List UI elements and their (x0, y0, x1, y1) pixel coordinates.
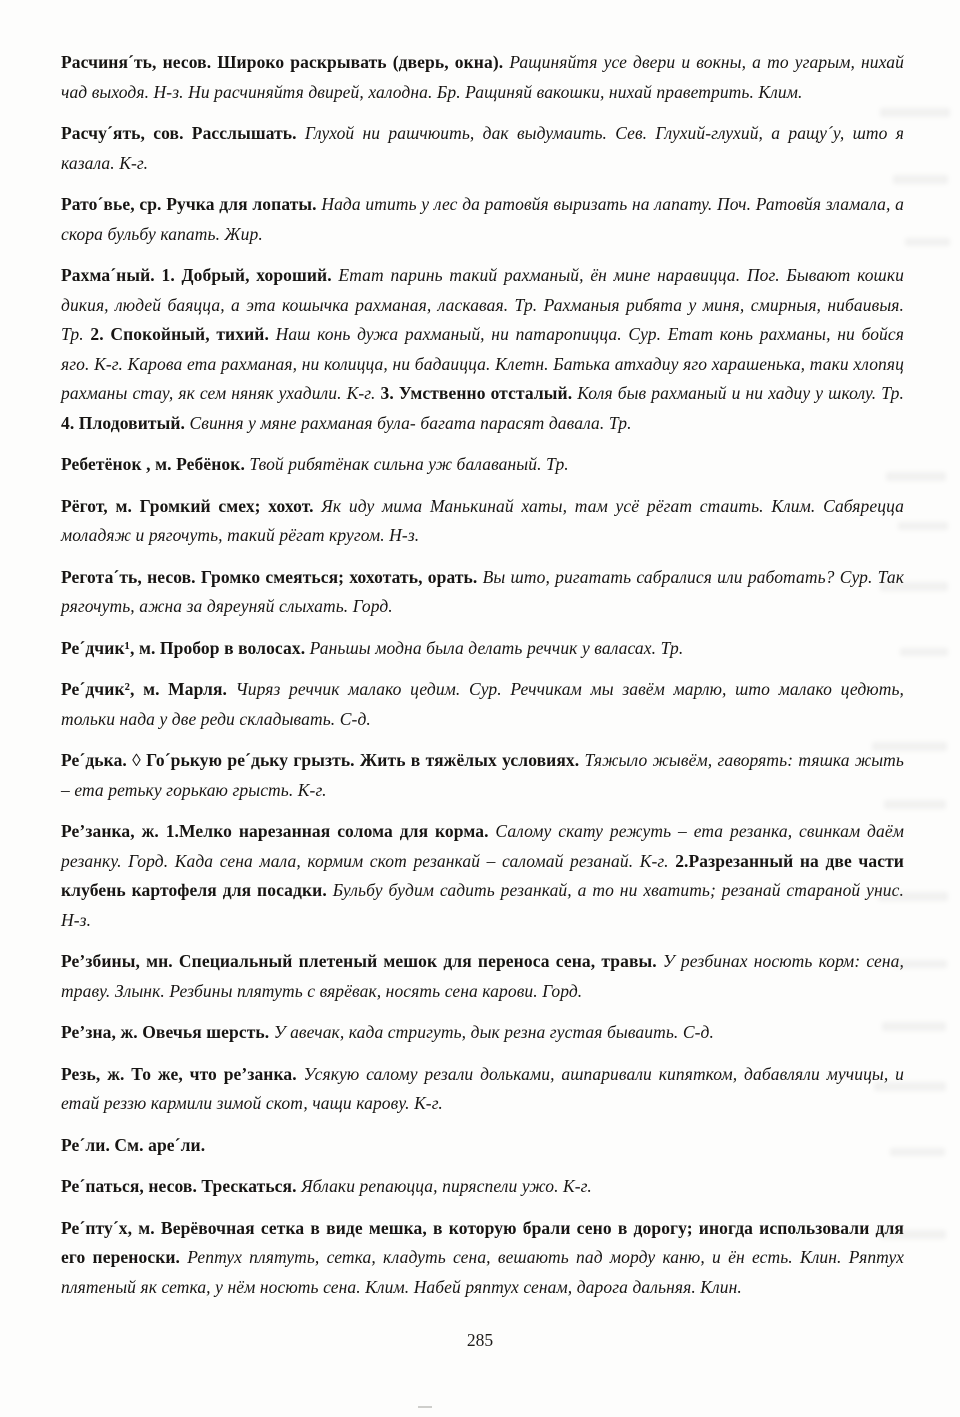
entry-usage-example: Рептух плятуть, сетка, кладуть сена, вешають пад морду каню, и ён есть. Клин. Ряптух плятеный як сетка, у нём носють сена. Клим. Набей ряптух сенам, дарога дальняя. Клин. (61, 1247, 904, 1297)
entry-headword-definition: Регота´ть, несов. Громко смеяться; хохотать, орать. (61, 566, 483, 587)
entry-usage-example: У авечак, када стригуть, дык резна густая бываить. С-д. (273, 1022, 714, 1042)
entry-usage-example: Глухой ни рашчюить, дак выдумаить. Сев. Глухий-глухий, а ращу´у, што я казала. К-г. (61, 123, 904, 173)
dictionary-entry (61, 450, 904, 480)
entry-headword-definition: Ре´дька. ◊ Го´рькую ре´дьку грызть. Жить в тяжёлых условиях. (61, 750, 585, 770)
entry-usage-example: Чиряз реччик малако цедим. Сур. Реччикам мы завём марлю, што малако цедють, тольки нада у две реди складывать. С-д. (61, 679, 904, 729)
entry-headword-definition: Ре´паться, несов. Трескаться. (61, 1176, 302, 1196)
bleed-through-line (898, 522, 948, 530)
scan-artifact (418, 1406, 432, 1408)
entry-usage-example: Свиння у мяне рахманая була- багата парасят давала. Тр. (189, 412, 632, 433)
entry-usage-example: Усякую салому резали дольками, ашпаривали кипятком, дабавляли мучицы, и етай реззю кармили зимой скот, чащи карову. К-г. (61, 1063, 904, 1113)
dictionary-entry (61, 119, 904, 178)
entry-headword-definition: Расчу´ять, сов. Расслышать. (61, 123, 305, 143)
entry-headword-definition: 4. Плодовитый. (61, 412, 190, 433)
entry-usage-example: Салому скату режуть – ета резанка, свинкам даём резанку. Горд. Када сена мала, кормим скот резанкай – саломай резанай. К-г. (61, 821, 904, 871)
bleed-through-line (905, 238, 950, 246)
entry-usage-example: Як иду мима Манькинай хаты, там усё рёгат стаить. Клим. Сабярецца моладяж и рягочуть, такий рёгат кругом. Н-з. (61, 495, 904, 545)
dictionary-entry (61, 634, 904, 664)
dictionary-entry (61, 1060, 904, 1119)
entry-usage-example: Вы што, ригатать сабралися или работать? Сур. Так рягочуть, ажна за дяреуняй слыхать. Горд. (61, 566, 904, 616)
entry-usage-example: Ращиняйтя усе двери и вокны, а то угарым, нихай чад выходя. Н-з. Ни расчиняйтя двирей, халодна. Бр. Ращиняй вакошки, нихай праветрить. Клим. (61, 52, 904, 102)
dictionary-entry (61, 492, 904, 551)
entry-usage-example: Яблаки репаюцца, пиряспели ужо. К-г. (301, 1176, 592, 1196)
entry-headword-definition: Ре’зна, ж. Овечья шерсть. (61, 1022, 274, 1042)
entry-usage-example: Бульбу будим садить резанкай, а то ни хватить; резанай стараной унис. Н-з. (61, 880, 904, 930)
entry-usage-example: Твой рибятёнак сильна уж балаваный. Тр. (249, 454, 569, 474)
entry-headword-definition: Рахма´ный. 1. Добрый, хороший. (61, 265, 339, 285)
entry-usage-example: Раньшы модна была делать реччик у валасах. Тр. (309, 637, 684, 658)
dictionary-entry (61, 48, 904, 107)
entry-headword-definition: Рёгот, м. Громкий смех; хохот. (61, 495, 322, 516)
dictionary-entry (61, 261, 904, 438)
entry-usage-example: Нада итить у лес да ратовйя выризать на лапату. Поч. Ратовйя зламала, а скора бульбу капать. Жир. (61, 194, 904, 244)
entry-headword-definition: Рато´вье, ср. Ручка для лопаты. (61, 194, 322, 214)
entry-headword-definition: Расчиня´ть, несов. Широко раскрывать (дверь, окна). (61, 52, 510, 72)
dictionary-entry (61, 746, 904, 805)
dictionary-entry (61, 675, 904, 734)
entry-headword-definition: Резь, ж. То же, что ре’занка. (61, 1063, 304, 1084)
entry-usage-example: У резбинах носють корм: сена, траву. Злынк. Резбины плятуть с вярёвак, носять сена карови. Горд. (61, 951, 905, 1001)
entry-headword-definition: Ре’занка, ж. 1.Мелко нарезанная солома для корма. (61, 821, 496, 841)
entry-headword-definition: Ре´ли. См. аре´ли. (61, 1134, 206, 1155)
bleed-through-line (900, 648, 948, 656)
entry-usage-example: Коля быв рахманый и ни хадиу у школу. Тр. (577, 383, 904, 403)
entry-headword-definition: 3. Умственно отсталый. (380, 383, 578, 403)
entry-headword-definition: Ре’збины, мн. Специальный плетеный мешок для переноса сена, травы. (61, 951, 663, 971)
entry-headword-definition: 2. Спокойный, тихий. (90, 324, 276, 344)
page-number: 285 (466, 1330, 494, 1350)
entry-headword-definition: 2.Разрезанный на две части клубень картофеля для посадки. (61, 850, 904, 900)
entry-usage-example: Етат паринь такий рахманый, ён мине наравицца. Пог. Бывают кошки дикия, людей баяцца, а эта кошычка рахманая, ласкавая. Тр. Рахманыя рибята у миня, смирныя, нибаивыя. Тр. (61, 265, 904, 344)
entry-headword-definition: Ре´пту´х, м. Верёвочная сетка в виде мешка, в которую брали сено в дорогу; иногда использовали для его переноски. (61, 1217, 904, 1267)
dictionary-entries (61, 48, 904, 1314)
dictionary-entry (61, 563, 904, 622)
dictionary-entry (61, 190, 904, 249)
dictionary-entry (61, 1214, 904, 1303)
entry-headword-definition: Ре´дчик¹, м. Пробор в волосах. (61, 637, 310, 658)
entry-headword-definition: Ребетёнок , м. Ребёнок. (61, 454, 250, 474)
entry-usage-example: Тяжыло жывём, гаворять: тяшка жыть – ета ретьку горькаю грысть. К-г. (61, 750, 904, 800)
dictionary-entry (61, 947, 904, 1006)
dictionary-entry (61, 1131, 904, 1161)
dictionary-entry (61, 1018, 904, 1048)
dictionary-entry (61, 817, 904, 935)
entry-headword-definition: Ре´дчик², м. Марля. (61, 679, 236, 699)
entry-usage-example: Наш конь дужа рахманый, ни патаропицца. Сур. Етат конь рахманы, ни бойся яго. К-г. Карова ета рахманая, ни колицца, ни бадаицца. Клетн. Батька атхадиу яго харашенька, таки хлопяц рахманы стау, як сем няняк ухадили. К-г. (61, 324, 904, 403)
dictionary-entry (61, 1172, 904, 1202)
